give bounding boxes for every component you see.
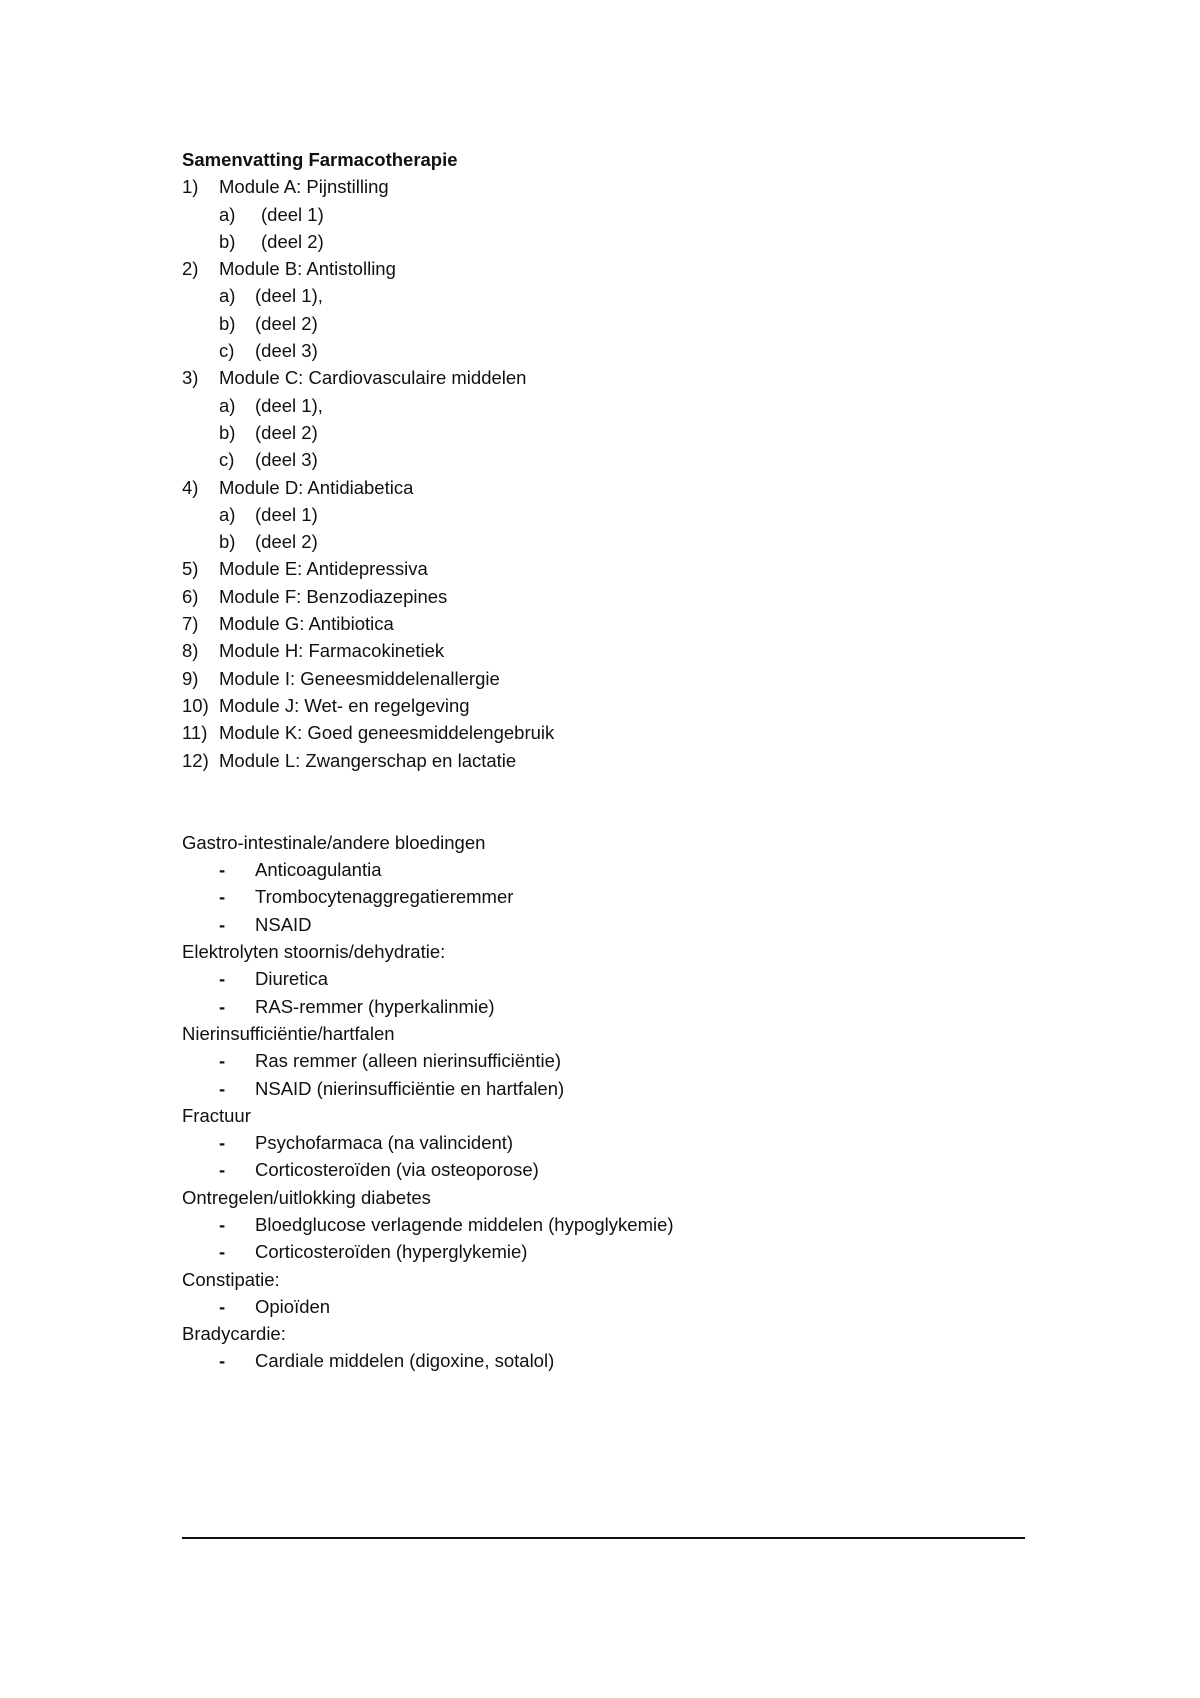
- sub-item-letter: a): [219, 394, 236, 416]
- module-label: Module I: Geneesmiddelenallergie: [219, 667, 500, 689]
- section-heading: Elektrolyten stoornis/dehydratie:: [182, 941, 446, 963]
- bullet-text: NSAID: [255, 913, 312, 935]
- bullet-item: [182, 965, 1022, 992]
- bullet-text: RAS-remmer (hyperkalinmie): [255, 995, 495, 1017]
- bullet-text: Anticoagulantia: [255, 859, 382, 881]
- module-label: Module C: Cardiovasculaire middelen: [219, 367, 527, 389]
- module-number: 8): [182, 640, 199, 662]
- bullet-text: Ras remmer (alleen nierinsufficiëntie): [255, 1050, 562, 1072]
- section-heading: Constipatie:: [182, 1268, 280, 1290]
- bullet-marker: -: [219, 1050, 226, 1072]
- bullet-item: [182, 1129, 1022, 1156]
- module-number: 3): [182, 367, 199, 389]
- module-label: Module L: Zwangerschap en lactatie: [219, 749, 517, 771]
- bullet-item: [182, 1293, 1022, 1320]
- module-sub-item: [182, 228, 1022, 255]
- module-label: Module B: Antistolling: [219, 258, 396, 280]
- bullet-text: Cardiale middelen (digoxine, sotalol): [255, 1350, 555, 1372]
- sub-item-letter: b): [219, 421, 236, 443]
- sub-item-label: (deel 2): [255, 531, 318, 553]
- bullet-item: [182, 1156, 1022, 1183]
- module-sub-item: [182, 201, 1022, 228]
- sub-item-label: (deel 2): [255, 312, 318, 334]
- sub-item-label: (deel 2): [261, 230, 324, 252]
- module-sub-item: [182, 528, 1022, 555]
- module-sub-item: [182, 392, 1022, 419]
- module-label: Module E: Antidepressiva: [219, 558, 428, 580]
- sub-item-label: (deel 3): [255, 340, 318, 362]
- sub-item-label: (deel 1),: [255, 394, 323, 416]
- document-page: [182, 146, 1022, 1375]
- module-number: 2): [182, 258, 199, 280]
- bullet-item: [182, 911, 1022, 938]
- section-heading: Ontregelen/uitlokking diabetes: [182, 1186, 431, 1208]
- module-item: [182, 255, 1022, 282]
- section-heading: Nierinsufficiëntie/hartfalen: [182, 1022, 395, 1044]
- sub-item-label: (deel 1),: [255, 285, 323, 307]
- sub-item-label: (deel 2): [255, 421, 318, 443]
- module-number: 5): [182, 558, 199, 580]
- bullet-marker: -: [219, 1132, 226, 1154]
- bullet-text: Corticosteroïden (via osteoporose): [255, 1159, 539, 1181]
- sub-item-letter: a): [219, 285, 236, 307]
- bullet-text: NSAID (nierinsufficiëntie en hartfalen): [255, 1077, 565, 1099]
- module-sub-item: [182, 446, 1022, 473]
- module-sub-item: [182, 310, 1022, 337]
- sub-item-letter: b): [219, 312, 236, 334]
- module-sub-item: [182, 419, 1022, 446]
- bullet-item: [182, 883, 1022, 910]
- module-number: 1): [182, 176, 199, 198]
- bullet-marker: -: [219, 1213, 226, 1235]
- module-item: [182, 583, 1022, 610]
- module-item: [182, 665, 1022, 692]
- section-heading: Bradycardie:: [182, 1323, 286, 1345]
- module-label: Module H: Farmacokinetiek: [219, 640, 445, 662]
- bullet-text: Psychofarmaca (na valincident): [255, 1132, 514, 1154]
- section-heading: Gastro-intestinale/andere bloedingen: [182, 831, 486, 853]
- bullet-marker: -: [219, 859, 226, 881]
- footer-rule: [182, 1537, 1025, 1539]
- bullet-marker: -: [219, 1241, 226, 1263]
- module-number: 12): [182, 749, 209, 771]
- sub-item-label: (deel 3): [255, 449, 318, 471]
- module-label: Module K: Goed geneesmiddelengebruik: [219, 722, 555, 744]
- module-number: 4): [182, 476, 199, 498]
- module-item: [182, 173, 1022, 200]
- module-sub-item: [182, 337, 1022, 364]
- module-label: Module F: Benzodiazepines: [219, 585, 448, 607]
- bullet-item: [182, 1047, 1022, 1074]
- module-item: [182, 474, 1022, 501]
- module-label: Module J: Wet- en regelgeving: [219, 694, 470, 716]
- module-item: [182, 747, 1022, 774]
- bullet-marker: -: [219, 1295, 226, 1317]
- bullet-marker: -: [219, 968, 226, 990]
- bullet-marker: -: [219, 1159, 226, 1181]
- module-number: 7): [182, 613, 199, 635]
- sub-item-letter: c): [219, 340, 235, 362]
- module-item: [182, 637, 1022, 664]
- module-sub-item: [182, 501, 1022, 528]
- module-number: 6): [182, 585, 199, 607]
- module-item: [182, 610, 1022, 637]
- bullet-text: Opioïden: [255, 1295, 331, 1317]
- module-item: [182, 692, 1022, 719]
- sub-item-letter: c): [219, 449, 235, 471]
- module-label: Module A: Pijnstilling: [219, 176, 389, 198]
- bullet-item: [182, 856, 1022, 883]
- module-item: [182, 719, 1022, 746]
- document-title: Samenvatting Farmacotherapie: [182, 149, 458, 170]
- bullet-marker: -: [219, 1350, 226, 1372]
- bullet-item: [182, 1238, 1022, 1265]
- bullet-marker: -: [219, 995, 226, 1017]
- bullet-marker: -: [219, 886, 226, 908]
- module-item: [182, 555, 1022, 582]
- section-heading: Fractuur: [182, 1104, 251, 1126]
- module-list: [182, 173, 1022, 774]
- bullet-item: [182, 1075, 1022, 1102]
- bullet-item: [182, 1347, 1022, 1374]
- bullet-item: [182, 993, 1022, 1020]
- module-number: 11): [182, 722, 208, 744]
- bullet-text: Corticosteroïden (hyperglykemie): [255, 1241, 528, 1263]
- sub-item-letter: b): [219, 531, 236, 553]
- bullet-item: [182, 1211, 1022, 1238]
- module-number: 9): [182, 667, 199, 689]
- sub-item-label: (deel 1): [255, 503, 318, 525]
- sub-item-letter: b): [219, 230, 236, 252]
- bullet-text: Trombocytenaggregatieremmer: [255, 886, 514, 908]
- bullet-marker: -: [219, 1077, 226, 1099]
- bullet-text: Diuretica: [255, 968, 328, 990]
- bullet-text: Bloedglucose verlagende middelen (hypoglykemie): [255, 1213, 674, 1235]
- module-item: [182, 364, 1022, 391]
- module-label: Module G: Antibiotica: [219, 613, 394, 635]
- sub-item-label: (deel 1): [261, 203, 324, 225]
- module-label: Module D: Antidiabetica: [219, 476, 414, 498]
- bullet-marker: -: [219, 913, 226, 935]
- sub-item-letter: a): [219, 203, 236, 225]
- adverse-effects-list: [182, 829, 1022, 1375]
- module-number: 10): [182, 694, 209, 716]
- section-gap: [182, 774, 1022, 829]
- module-sub-item: [182, 282, 1022, 309]
- sub-item-letter: a): [219, 503, 236, 525]
